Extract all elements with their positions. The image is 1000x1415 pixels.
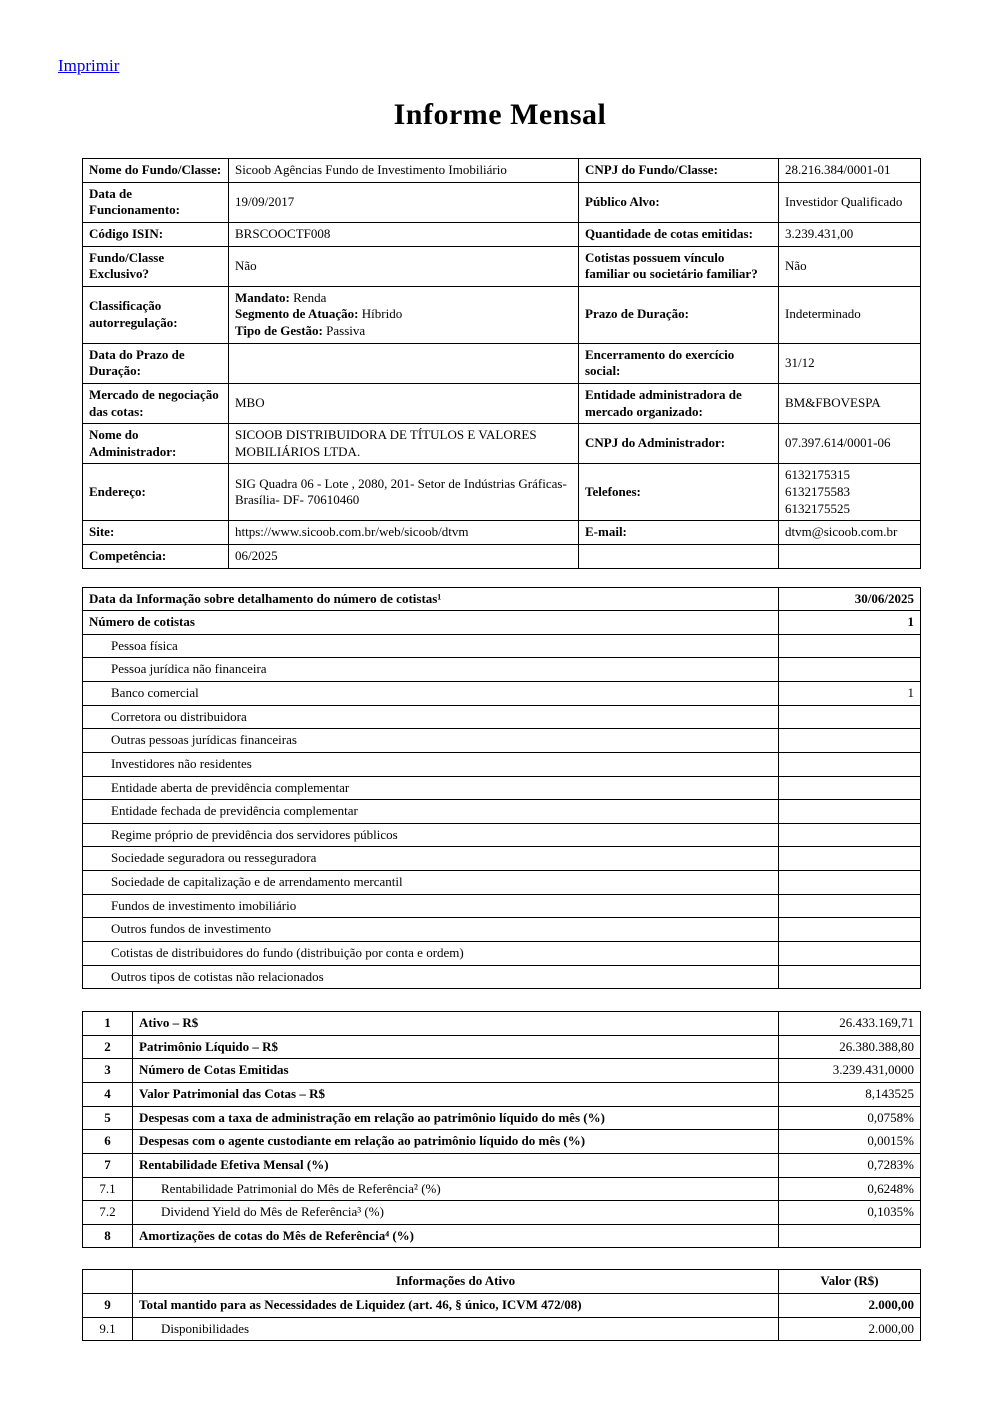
classification-val: Híbrido	[361, 306, 403, 322]
table-row	[83, 1317, 921, 1341]
asset-header-value-label: Valor (R$)	[779, 1270, 921, 1294]
field-value: Sicoob Agências Fundo de Investimento Imobiliário	[229, 159, 579, 183]
field-value: Investidor Qualificado	[779, 182, 921, 222]
row-number: 1	[83, 1012, 133, 1036]
cotistas-table	[82, 587, 921, 990]
field-value	[229, 343, 579, 383]
indicator-label: Amortizações de cotas do Mês de Referência⁴ (%)	[133, 1224, 779, 1248]
cotista-type-value: 1	[779, 682, 921, 706]
field-value: Não	[229, 246, 579, 286]
indicator-value: 0,0758%	[779, 1106, 921, 1130]
cotista-type-label: Entidade fechada de previdência complementar	[83, 800, 779, 824]
cotistas-total-label: Número de cotistas	[83, 611, 779, 635]
cotista-type-label: Sociedade de capitalização e de arrendamento mercantil	[83, 871, 779, 895]
table-row	[83, 222, 921, 246]
field-value: 06/2025	[229, 544, 579, 568]
row-number: 6	[83, 1130, 133, 1154]
indicator-value: 0,6248%	[779, 1177, 921, 1201]
table-row	[83, 871, 921, 895]
indicator-value: 0,0015%	[779, 1130, 921, 1154]
cotista-type-value	[779, 776, 921, 800]
indicator-label: Despesas com a taxa de administração em relação ao patrimônio líquido do mês (%)	[133, 1106, 779, 1130]
table-row	[83, 1106, 921, 1130]
field-label	[579, 544, 779, 568]
table-row	[83, 823, 921, 847]
cotista-type-label: Outros tipos de cotistas não relacionados	[83, 965, 779, 989]
row-number: 4	[83, 1083, 133, 1107]
field-label: Mercado de negociação das cotas:	[83, 383, 229, 423]
cotistas-total-row	[83, 611, 921, 635]
field-label: Data do Prazo de Duração:	[83, 343, 229, 383]
tables-container	[82, 158, 920, 1341]
table-row	[83, 246, 921, 286]
indicator-label: Número de Cotas Emitidas	[133, 1059, 779, 1083]
row-number: 8	[83, 1224, 133, 1248]
table-row	[83, 1130, 921, 1154]
indicator-label: Valor Patrimonial das Cotas – R$	[133, 1083, 779, 1107]
cotista-type-value	[779, 823, 921, 847]
mandato-line	[235, 290, 572, 307]
field-label: Prazo de Duração:	[579, 286, 779, 343]
cotista-type-label: Outras pessoas jurídicas financeiras	[83, 729, 779, 753]
indicator-value: 8,143525	[779, 1083, 921, 1107]
classification-value	[229, 286, 579, 343]
asset-value: 2.000,00	[779, 1317, 921, 1341]
table-row	[83, 894, 921, 918]
cotista-type-value	[779, 800, 921, 824]
cotistas-header-row	[83, 587, 921, 611]
table-row	[83, 1224, 921, 1248]
indicators-table	[82, 1011, 921, 1248]
row-number: 5	[83, 1106, 133, 1130]
cotista-type-label: Entidade aberta de previdência complementar	[83, 776, 779, 800]
indicator-sublabel: Rentabilidade Patrimonial do Mês de Referência² (%)	[133, 1177, 779, 1201]
row-number: 7.1	[83, 1177, 133, 1201]
table-row	[83, 544, 921, 568]
field-label: Público Alvo:	[579, 182, 779, 222]
cotistas-header-date: 30/06/2025	[779, 587, 921, 611]
table-row	[83, 776, 921, 800]
cotista-type-value	[779, 965, 921, 989]
table-row	[83, 1012, 921, 1036]
field-value: Indeterminado	[779, 286, 921, 343]
row-number: 2	[83, 1035, 133, 1059]
field-value: BRSCOOCTF008	[229, 222, 579, 246]
table-row	[83, 1294, 921, 1318]
indicator-value: 26.433.169,71	[779, 1012, 921, 1036]
cotista-type-label: Corretora ou distribuidora	[83, 705, 779, 729]
table-row	[83, 658, 921, 682]
classification-key: Tipo de Gestão:	[235, 323, 323, 338]
field-label: Fundo/Classe Exclusivo?	[83, 246, 229, 286]
table-row	[83, 847, 921, 871]
gestao-line	[235, 323, 572, 340]
field-value	[779, 544, 921, 568]
site-value: https://www.sicoob.com.br/web/sicoob/dtvm	[229, 521, 579, 545]
cotista-type-value	[779, 941, 921, 965]
cotista-type-label: Pessoa jurídica não financeira	[83, 658, 779, 682]
print-link[interactable]: Imprimir	[58, 56, 120, 75]
asset-info-table	[82, 1269, 921, 1341]
asset-header-row	[83, 1270, 921, 1294]
field-value: 19/09/2017	[229, 182, 579, 222]
cotista-type-label: Pessoa física	[83, 634, 779, 658]
field-value: SICOOB DISTRIBUIDORA DE TÍTULOS E VALORES MOBILIÁRIOS LTDA.	[229, 424, 579, 464]
cotista-type-value	[779, 894, 921, 918]
field-value: 28.216.384/0001-01	[779, 159, 921, 183]
field-label: Encerramento do exercício social:	[579, 343, 779, 383]
cotista-type-label: Cotistas de distribuidores do fundo (distribuição por conta e ordem)	[83, 941, 779, 965]
field-value: BM&FBOVESPA	[779, 383, 921, 423]
table-row	[83, 682, 921, 706]
classification-key: Mandato:	[235, 289, 290, 305]
table-row	[83, 521, 921, 545]
field-value: 07.397.614/0001-06	[779, 424, 921, 464]
field-value: MBO	[229, 383, 579, 423]
table-row	[83, 918, 921, 942]
field-label: Data de Funcionamento:	[83, 182, 229, 222]
asset-header-title: Informações do Ativo	[133, 1270, 779, 1294]
segmento-line	[235, 306, 572, 323]
indicator-value: 0,1035%	[779, 1201, 921, 1225]
empty-cell	[83, 1270, 133, 1294]
table-row	[83, 383, 921, 423]
indicator-value: 3.239.431,0000	[779, 1059, 921, 1083]
field-label: E-mail:	[579, 521, 779, 545]
table-row	[83, 286, 921, 343]
cotista-type-value	[779, 847, 921, 871]
table-row	[83, 159, 921, 183]
table-row	[83, 1035, 921, 1059]
field-label: Telefones:	[579, 464, 779, 521]
asset-label: Total mantido para as Necessidades de Liquidez (art. 46, § único, ICVM 472/08)	[133, 1294, 779, 1318]
cotista-type-value	[779, 634, 921, 658]
classification-key: Segmento de Atuação:	[235, 306, 359, 322]
field-label: Cotistas possuem vínculo familiar ou societário familiar?	[579, 246, 779, 286]
classification-val: Passiva	[326, 323, 366, 338]
table-row	[83, 424, 921, 464]
print-link-row	[0, 0, 1000, 76]
row-number: 9	[83, 1294, 133, 1318]
field-label: CNPJ do Administrador:	[579, 424, 779, 464]
cotistas-header-label: Data da Informação sobre detalhamento do número de cotistas¹	[83, 587, 779, 611]
asset-value: 2.000,00	[779, 1294, 921, 1318]
row-number: 7.2	[83, 1201, 133, 1225]
cotista-type-label: Banco comercial	[83, 682, 779, 706]
table-row	[83, 464, 921, 521]
field-label: Nome do Administrador:	[83, 424, 229, 464]
field-value: SIG Quadra 06 - Lote , 2080, 201- Setor de Indústrias Gráficas- Brasília- DF- 70610460	[229, 464, 579, 521]
email-value: dtvm@sicoob.com.br	[779, 521, 921, 545]
cotista-type-label: Investidores não residentes	[83, 752, 779, 776]
field-label: Site:	[83, 521, 229, 545]
field-label: Código ISIN:	[83, 222, 229, 246]
page-title: Informe Mensal	[393, 98, 607, 131]
row-number: 7	[83, 1153, 133, 1177]
table-row	[83, 1201, 921, 1225]
table-row	[83, 634, 921, 658]
cotista-type-label: Regime próprio de previdência dos servidores públicos	[83, 823, 779, 847]
field-label: Quantidade de cotas emitidas:	[579, 222, 779, 246]
indicator-value: 26.380.388,80	[779, 1035, 921, 1059]
table-row	[83, 800, 921, 824]
phones-value: 6132175315 6132175583 6132175525	[779, 464, 921, 521]
field-value: Não	[779, 246, 921, 286]
cotista-type-label: Outros fundos de investimento	[83, 918, 779, 942]
cotista-type-value	[779, 752, 921, 776]
cotista-type-label: Sociedade seguradora ou resseguradora	[83, 847, 779, 871]
indicator-label: Ativo – R$	[133, 1012, 779, 1036]
cotista-type-label: Fundos de investimento imobiliário	[83, 894, 779, 918]
table-row	[83, 705, 921, 729]
field-value: 3.239.431,00	[779, 222, 921, 246]
cotista-type-value	[779, 658, 921, 682]
cotista-type-value	[779, 871, 921, 895]
indicator-label: Despesas com o agente custodiante em relação ao patrimônio líquido do mês (%)	[133, 1130, 779, 1154]
table-row	[83, 1059, 921, 1083]
indicator-value	[779, 1224, 921, 1248]
cotista-type-value	[779, 705, 921, 729]
table-row	[83, 965, 921, 989]
indicator-value: 0,7283%	[779, 1153, 921, 1177]
table-row	[83, 729, 921, 753]
field-label: Classificação autorregulação:	[83, 286, 229, 343]
indicator-sublabel: Dividend Yield do Mês de Referência³ (%)	[133, 1201, 779, 1225]
cotistas-total-value: 1	[779, 611, 921, 635]
indicator-label: Rentabilidade Efetiva Mensal (%)	[133, 1153, 779, 1177]
table-row	[83, 1153, 921, 1177]
table-row	[83, 1083, 921, 1107]
table-row	[83, 752, 921, 776]
classification-val: Renda	[293, 289, 327, 305]
fund-info-table	[82, 158, 921, 569]
asset-sublabel: Disponibilidades	[133, 1317, 779, 1341]
table-row	[83, 182, 921, 222]
cotista-type-value	[779, 729, 921, 753]
field-value: 31/12	[779, 343, 921, 383]
field-label: Entidade administradora de mercado organizado:	[579, 383, 779, 423]
row-number: 9.1	[83, 1317, 133, 1341]
field-label: CNPJ do Fundo/Classe:	[579, 159, 779, 183]
field-label: Competência:	[83, 544, 229, 568]
table-row	[83, 343, 921, 383]
table-row	[83, 941, 921, 965]
indicator-label: Patrimônio Líquido – R$	[133, 1035, 779, 1059]
table-row	[83, 1177, 921, 1201]
row-number: 3	[83, 1059, 133, 1083]
field-label: Nome do Fundo/Classe:	[83, 159, 229, 183]
cotista-type-value	[779, 918, 921, 942]
field-label: Endereço:	[83, 464, 229, 521]
